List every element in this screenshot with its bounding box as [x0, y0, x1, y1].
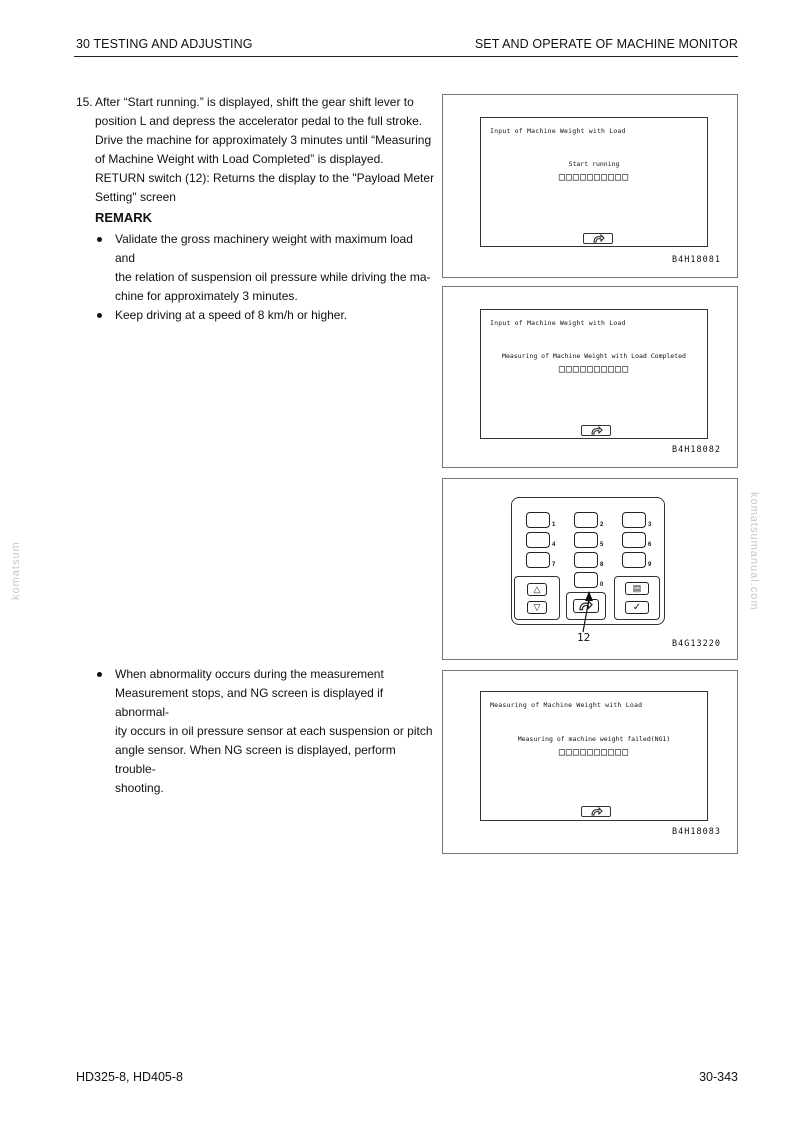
header-section-title: 30 TESTING AND ADJUSTING — [76, 37, 253, 51]
bullet-icon — [97, 672, 102, 677]
progress-boxes: □□□□□□□□□□ — [558, 172, 630, 183]
key-label: 2 — [600, 522, 604, 528]
screen-message: Measuring of machine weight failed(NG1) — [517, 735, 671, 743]
key-9 — [622, 552, 646, 568]
screen-message: Start running — [568, 160, 620, 168]
step-line: position L and depress the accelerator pedal to the full stroke. — [95, 114, 423, 128]
key-label: 9 — [648, 562, 652, 568]
key-6 — [622, 532, 646, 548]
step-number: 15. — [76, 95, 93, 109]
screen-title: Measuring of Machine Weight with Load — [490, 701, 643, 709]
list-item: When abnormality occurs during the measurement Measurement stops, and NG screen is displayed if abnormal- ity occurs in oil pressure sensor at each suspension or pitch angle sensor. When NG screen is displayed, perform trouble- shooting. — [95, 665, 435, 798]
header-rule — [74, 56, 738, 57]
step-line: of Machine Weight with Load Completed” is displayed. — [95, 152, 384, 166]
menu-icon: ▤ — [625, 582, 649, 595]
remark-heading: REMARK — [95, 210, 153, 225]
key-label: 4 — [552, 542, 556, 548]
remark-bullets — [95, 230, 435, 325]
key-8 — [574, 552, 598, 568]
key-4 — [526, 532, 550, 548]
figure-code: B4G13220 — [672, 639, 721, 649]
down-arrow-icon: ▽ — [527, 601, 547, 614]
callout-arrow-icon — [573, 577, 603, 637]
screen-message: Measuring of Machine Weight with Load Completed — [502, 352, 686, 360]
progress-boxes: □□□□□□□□□□ — [558, 747, 630, 758]
list-item: Validate the gross machinery weight with maximum load and the relation of suspension oil pressure while driving the ma- chine for approximately 3 minutes. — [95, 230, 435, 306]
monitor-screen — [480, 309, 708, 439]
callout-label: 12 — [577, 631, 591, 644]
header-chapter-title: SET AND OPERATE OF MACHINE MONITOR — [474, 37, 738, 51]
step-line: RETURN switch (12): Returns the display to the "Payload Meter — [95, 171, 435, 185]
step-line: Setting" screen — [95, 190, 176, 204]
abnormal-bullets — [95, 665, 435, 798]
key-label: 5 — [600, 542, 604, 548]
bullet-icon — [97, 237, 102, 242]
key-label: 7 — [552, 562, 556, 568]
figure-code: B4H18081 — [672, 255, 721, 265]
figure-keypad — [442, 478, 738, 660]
key-7 — [526, 552, 550, 568]
bullet-icon — [97, 313, 102, 318]
return-button — [583, 233, 613, 244]
figure-start-running — [442, 94, 738, 278]
list-item: Keep driving at a speed of 8 km/h or higher. — [95, 306, 435, 325]
return-button — [581, 425, 611, 436]
check-icon: ✓ — [625, 601, 649, 614]
key-2 — [574, 512, 598, 528]
step-15 — [76, 93, 436, 207]
screen-title: Input of Machine Weight with Load — [490, 319, 626, 327]
monitor-screen — [480, 691, 708, 821]
return-icon — [590, 807, 604, 817]
screen-title: Input of Machine Weight with Load — [490, 127, 626, 135]
key-label: 1 — [552, 522, 556, 528]
key-label: 0 — [600, 582, 604, 588]
key-label: 3 — [648, 522, 652, 528]
watermark-left: komatsum — [10, 541, 22, 600]
key-5 — [574, 532, 598, 548]
figure-code: B4H18082 — [672, 445, 721, 455]
key-label: 8 — [600, 562, 604, 568]
progress-boxes: □□□□□□□□□□ — [558, 364, 630, 375]
key-1 — [526, 512, 550, 528]
watermark-right: komatsumanual.com — [748, 492, 760, 611]
key-3 — [622, 512, 646, 528]
return-button — [581, 806, 611, 817]
up-arrow-icon: △ — [527, 583, 547, 596]
figure-measuring-failed — [442, 670, 738, 854]
key-label: 6 — [648, 542, 652, 548]
footer-model: HD325-8, HD405-8 — [76, 1070, 183, 1084]
footer-page-number: 30-343 — [699, 1070, 738, 1084]
figure-code: B4H18083 — [672, 827, 721, 837]
monitor-screen — [480, 117, 708, 247]
scroll-button-group — [514, 576, 560, 620]
return-icon — [592, 234, 606, 244]
step-line: Drive the machine for approximately 3 minutes until “Measuring — [95, 133, 432, 147]
figure-measuring-completed — [442, 286, 738, 468]
step-line: After “Start running.” is displayed, shift the gear shift lever to — [95, 95, 414, 109]
return-icon — [590, 426, 604, 436]
menu-enter-group — [614, 576, 660, 620]
